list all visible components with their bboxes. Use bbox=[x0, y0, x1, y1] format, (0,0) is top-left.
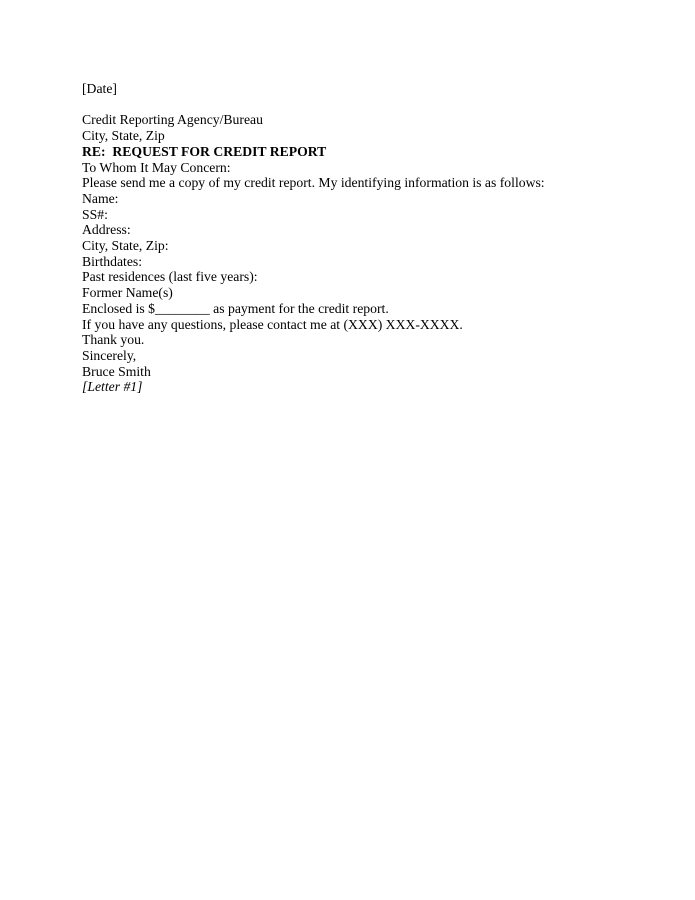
field-label-name: Name: bbox=[82, 190, 119, 206]
field-label-ssn: SS#: bbox=[82, 206, 108, 222]
contact-phone-line: If you have any questions, please contact me at (XXX) XXX-XXXX. bbox=[82, 316, 463, 332]
recipient-agency-line: Credit Reporting Agency/Bureau bbox=[82, 112, 263, 128]
field-label-address: Address: bbox=[82, 222, 131, 238]
field-label-former-names: Former Name(s) bbox=[82, 285, 173, 301]
salutation: To Whom It May Concern: bbox=[82, 159, 231, 175]
thank-you-line: Thank you. bbox=[82, 332, 145, 348]
payment-enclosed-line: Enclosed is $________ as payment for the credit report. bbox=[82, 300, 389, 316]
closing-line: Sincerely, bbox=[82, 347, 137, 363]
field-label-birthdates: Birthdates: bbox=[82, 253, 143, 269]
date-placeholder: [Date] bbox=[82, 81, 117, 96]
recipient-city-state-zip-line: City, State, Zip bbox=[82, 128, 165, 144]
subject-line: RE: REQUEST FOR CREDIT REPORT bbox=[82, 143, 327, 159]
recipient-block bbox=[82, 112, 625, 143]
intro-paragraph: Please send me a copy of my credit report. My identifying information is as follows: bbox=[82, 175, 545, 191]
letter-number-footer: [Letter #1] bbox=[82, 379, 143, 395]
signature-name: Bruce Smith bbox=[82, 363, 151, 379]
field-label-city-state-zip: City, State, Zip: bbox=[82, 238, 169, 254]
field-label-past-residences: Past residences (last five years): bbox=[82, 269, 258, 285]
